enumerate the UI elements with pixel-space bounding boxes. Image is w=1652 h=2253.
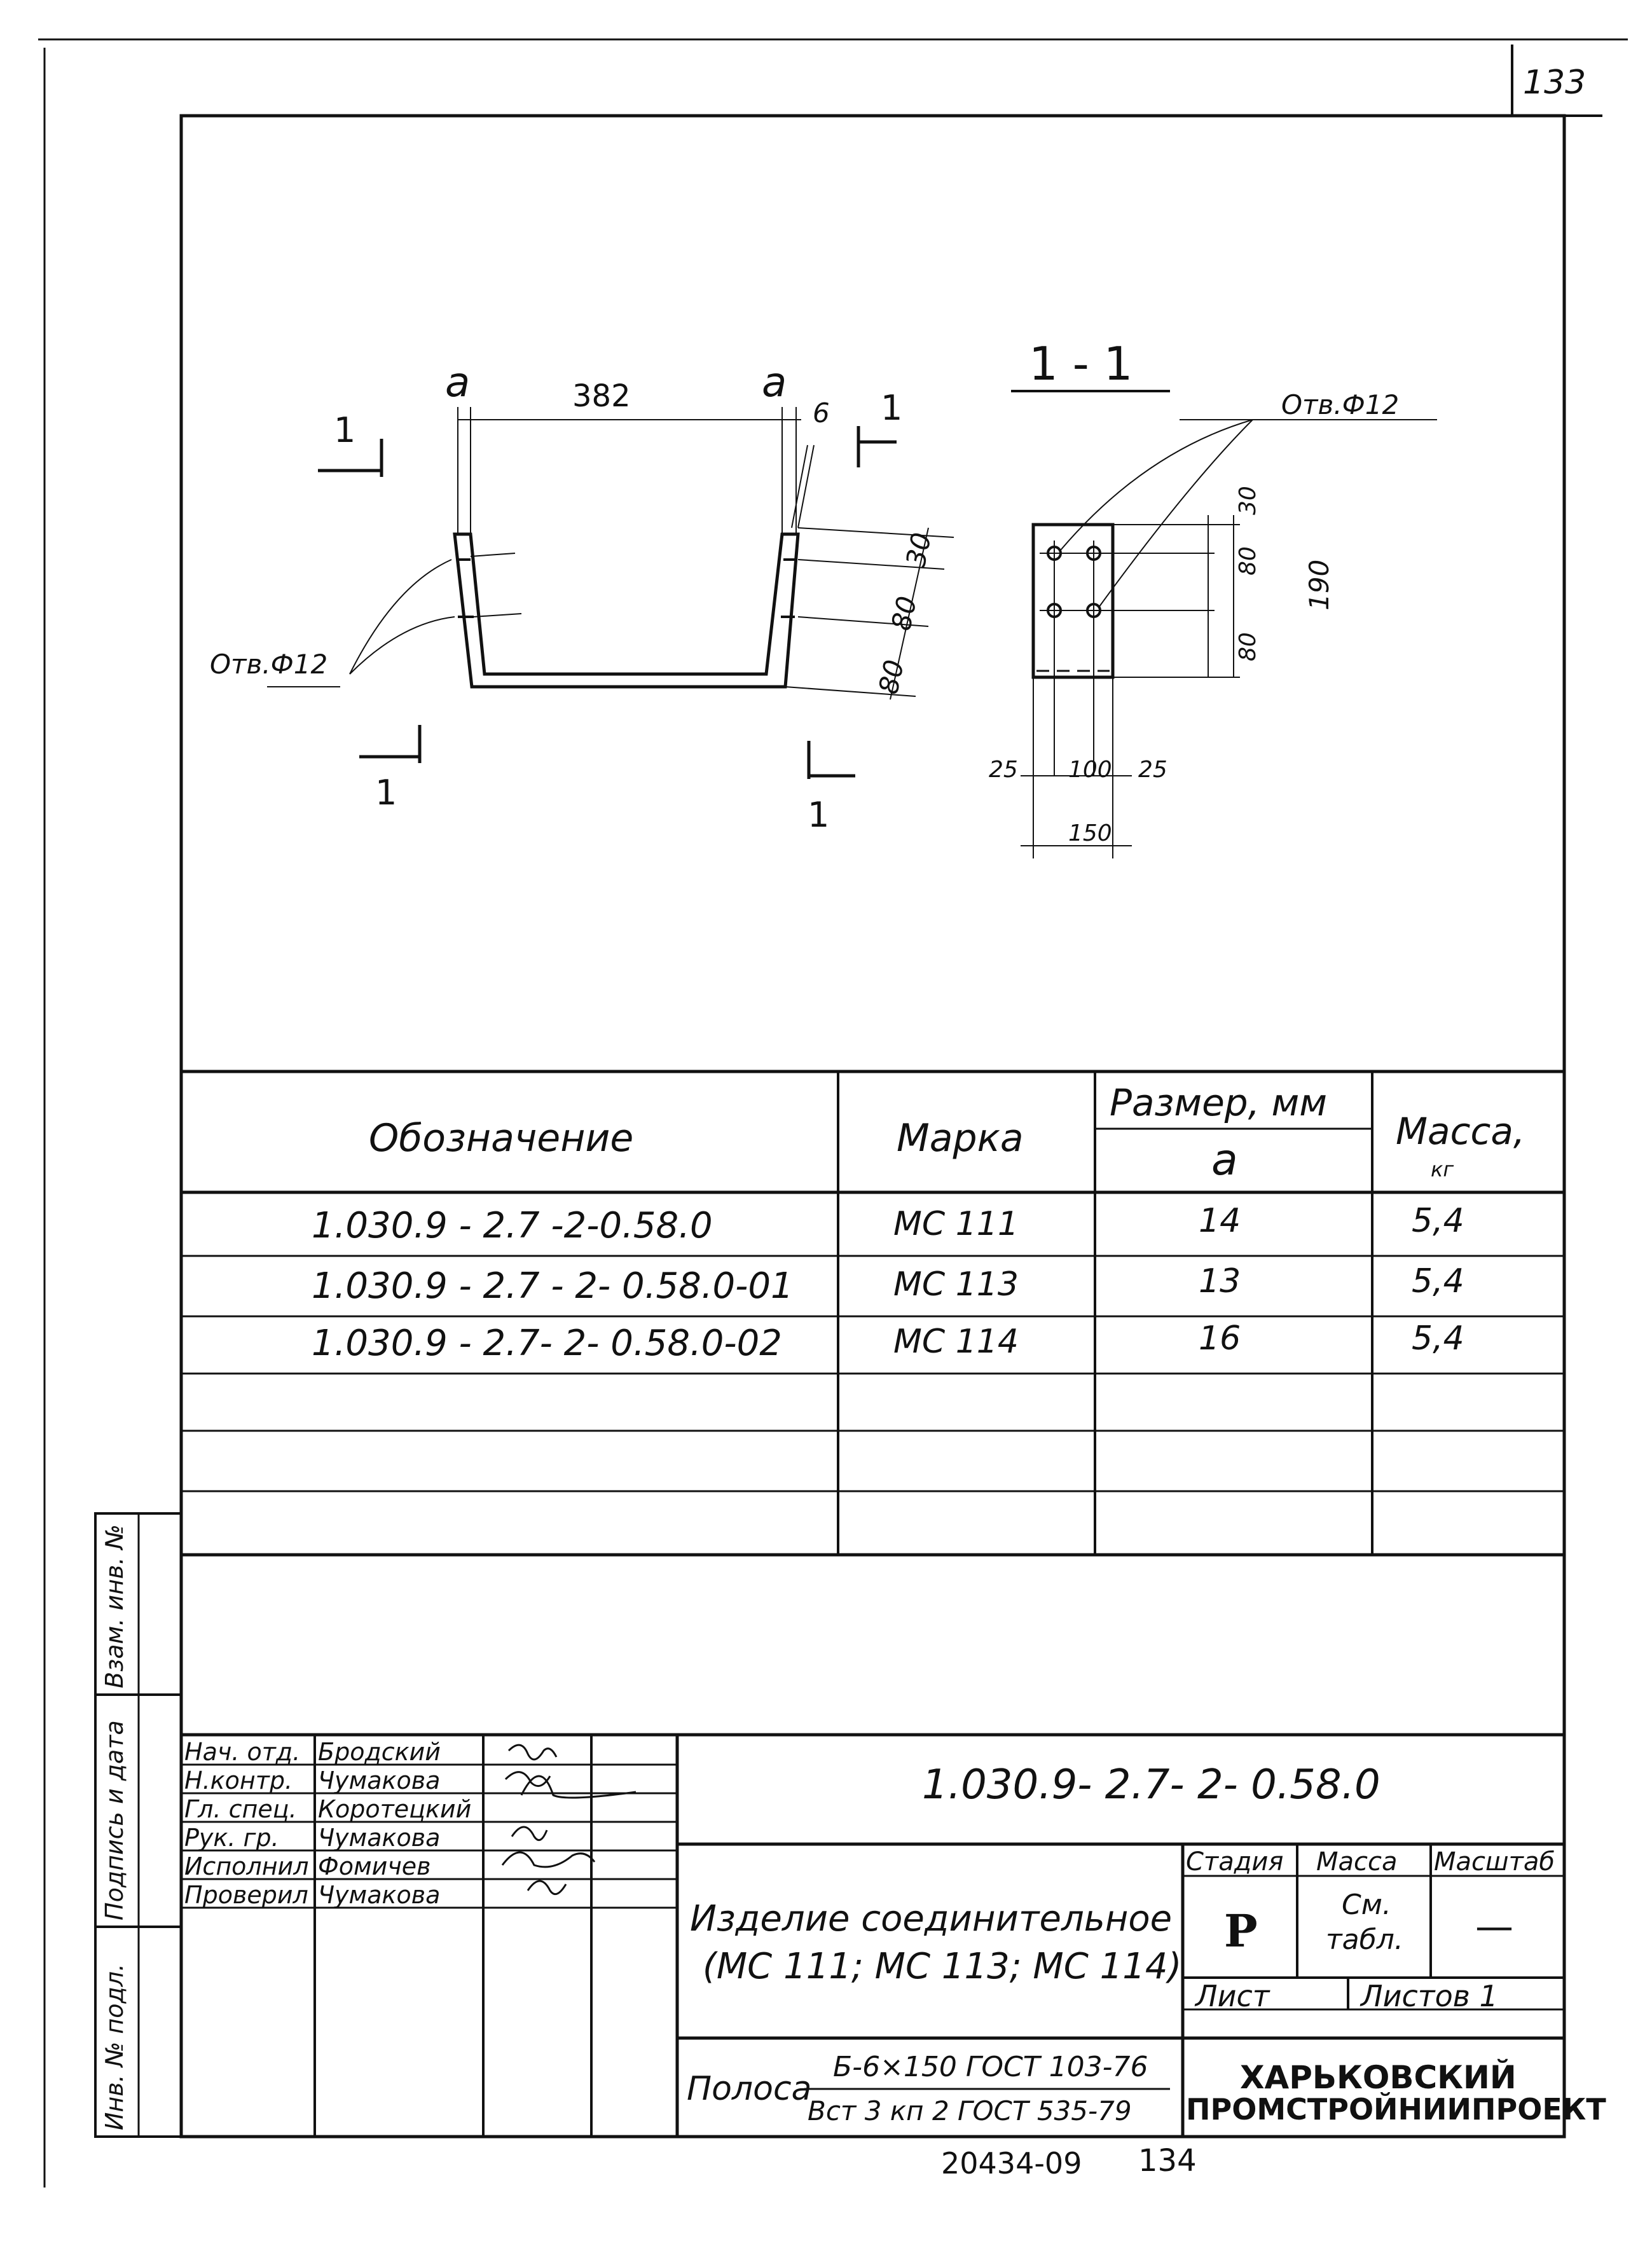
doc-code: 1.030.9- 2.7- 2- 0.58.0	[922, 1761, 1380, 1809]
stage-value: Р	[1224, 1905, 1258, 1957]
side-stamp-inv-orig: Инв. № подл.	[100, 1963, 128, 2130]
role-6-name: Чумакова	[318, 1881, 441, 1909]
product-name-line2: (МС 111; МС 113; МС 114)	[703, 1946, 1182, 1987]
row-1-mass: 5,4	[1412, 1202, 1464, 1240]
role-2-name: Чумакова	[318, 1767, 441, 1795]
row-1-mark: МС 111	[893, 1205, 1019, 1243]
section-mark-1-top-left: 1	[334, 410, 356, 450]
dim-30: 30	[900, 530, 938, 570]
sec-dim-30: 30	[1235, 486, 1261, 515]
section-title: 1 - 1	[1029, 337, 1133, 390]
scale-value: —	[1475, 1905, 1513, 1949]
role-3: Гл. спец.	[184, 1795, 297, 1823]
sec-dim-25-right: 25	[1138, 757, 1167, 783]
side-stamp-replace-inv: Взам. инв. №	[100, 1524, 128, 1688]
page-number: 133	[1523, 64, 1587, 102]
sec-dim-80-a: 80	[1235, 546, 1261, 575]
hole-label-section: Отв.Ф12	[1281, 389, 1400, 420]
row-2-mass: 5,4	[1412, 1262, 1464, 1300]
dim-80-bottom: 80	[872, 657, 911, 697]
sec-dim-190: 190	[1304, 559, 1335, 610]
row-3-a: 16	[1199, 1319, 1241, 1358]
role-6: Проверил	[184, 1881, 308, 1909]
row-2-a: 13	[1199, 1262, 1241, 1300]
org-line2: ПРОМСТРОЙНИИПРОЕКТ	[1186, 2092, 1606, 2126]
role-2: Н.контр.	[184, 1767, 293, 1795]
dim-6: 6	[813, 397, 830, 429]
bottom-code: 20434-09	[941, 2146, 1082, 2181]
row-3-mass: 5,4	[1412, 1319, 1464, 1358]
role-5-name: Фомичев	[318, 1852, 431, 1880]
scale-label: Масштаб	[1434, 1847, 1555, 1877]
header-designation: Обозначение	[369, 1116, 634, 1161]
header-mass-unit: кг	[1431, 1157, 1454, 1182]
row-1-designation: 1.030.9 - 2.7 -2-0.58.0	[312, 1205, 713, 1246]
dim-a-left: a	[445, 359, 471, 406]
mass-value-1: См.	[1342, 1889, 1391, 1921]
sheet-label: Лист	[1195, 1979, 1270, 2013]
role-4-name: Чумакова	[318, 1824, 441, 1852]
mass-label: Масса	[1316, 1847, 1398, 1877]
role-4: Рук. гр.	[184, 1824, 279, 1852]
section-mark-1-top-right: 1	[881, 388, 903, 428]
row-1-a: 14	[1199, 1202, 1241, 1240]
row-2-mark: МС 113	[893, 1265, 1019, 1304]
dim-80-top: 80	[885, 593, 923, 633]
material-bottom: Вст 3 кп 2 ГОСТ 535-79	[808, 2095, 1132, 2126]
org-line1: ХАРЬКОВСКИЙ	[1240, 2059, 1517, 2096]
dim-a-right: a	[762, 359, 787, 406]
mass-value-2: табл.	[1326, 1924, 1403, 1956]
row-2-designation: 1.030.9 - 2.7 - 2- 0.58.0-01	[312, 1265, 794, 1307]
header-size-a: a	[1211, 1135, 1238, 1185]
material-prefix: Полоса	[687, 2070, 812, 2108]
sec-dim-150: 150	[1068, 820, 1112, 846]
sec-dim-100: 100	[1068, 757, 1112, 783]
section-mark-1-bottom-left: 1	[375, 773, 397, 813]
stage-label: Стадия	[1186, 1847, 1284, 1877]
role-1-name: Бродский	[318, 1738, 441, 1766]
role-3-name: Коротецкий	[318, 1795, 472, 1823]
role-5: Исполнил	[184, 1852, 309, 1880]
row-3-designation: 1.030.9 - 2.7- 2- 0.58.0-02	[312, 1323, 782, 1364]
section-mark-1-bottom-right: 1	[808, 795, 830, 835]
bottom-page: 134	[1138, 2143, 1197, 2179]
sec-dim-25-left: 25	[989, 757, 1018, 783]
side-stamp-sign-date: Подпись и дата	[100, 1720, 128, 1920]
header-mark: Марка	[897, 1116, 1024, 1161]
sheets-label: Листов 1	[1361, 1979, 1498, 2013]
role-1: Нач. отд.	[184, 1738, 301, 1766]
product-name-line1: Изделие соединительное	[690, 1898, 1173, 1940]
header-size: Размер, мм	[1110, 1081, 1327, 1124]
signatures	[483, 1735, 738, 1926]
sec-dim-80-b: 80	[1235, 632, 1261, 661]
header-mass: Масса,	[1396, 1110, 1525, 1153]
row-3-mark: МС 114	[893, 1323, 1019, 1361]
hole-label-left: Отв.Ф12	[210, 649, 328, 680]
material-top: Б-6×150 ГОСТ 103-76	[833, 2051, 1148, 2083]
dim-382: 382	[572, 378, 631, 414]
